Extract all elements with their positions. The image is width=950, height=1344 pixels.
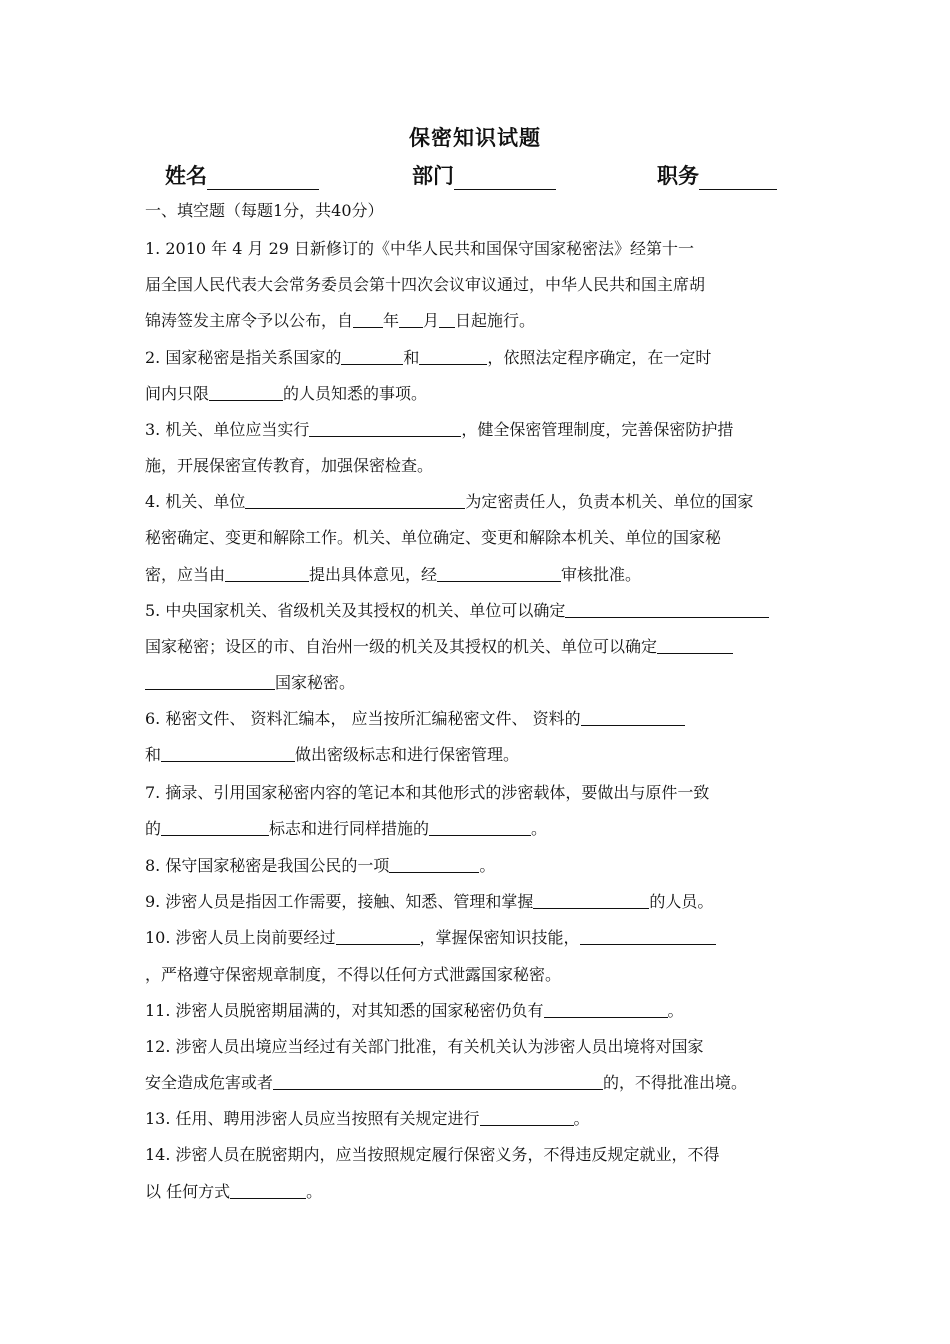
- answer-blank[interactable]: [209, 384, 283, 401]
- question-6-line-2: [145, 742, 519, 765]
- answer-blank[interactable]: [145, 673, 275, 690]
- text-segment: 。: [479, 856, 496, 875]
- answer-blank[interactable]: [389, 856, 479, 873]
- page-title: 保密知识试题: [409, 125, 541, 150]
- text-segment: 密，应当由: [145, 565, 226, 584]
- text-segment: 的: [145, 819, 162, 838]
- text-segment: 4. 机关、单位: [145, 492, 246, 511]
- answer-blank[interactable]: [580, 928, 716, 945]
- text-segment: 2. 国家秘密是指关系国家的: [145, 348, 342, 367]
- answer-blank[interactable]: [225, 565, 309, 582]
- name-blank[interactable]: [207, 169, 319, 190]
- question-7-line-2: [145, 816, 547, 839]
- question-7-line-1: 7. 摘录、引用国家秘密内容的笔记本和其他形式的涉密载体，要做出与原件一致: [145, 783, 710, 802]
- question-3-line-1: [145, 417, 733, 440]
- question-6-line-1: [145, 706, 685, 729]
- text-segment: 8. 保守国家秘密是我国公民的一项: [145, 856, 390, 875]
- answer-blank[interactable]: [309, 420, 461, 437]
- text-segment: ，掌握保密知识技能，: [419, 928, 580, 947]
- text-segment: 5. 中央国家机关、省级机关及其授权的机关、单位可以确定: [145, 601, 566, 620]
- question-10-line-1: [145, 925, 716, 948]
- answer-blank[interactable]: [245, 492, 465, 509]
- answer-blank[interactable]: [161, 745, 295, 762]
- text-segment: 和: [145, 745, 162, 764]
- position-label: 职务: [657, 163, 699, 188]
- question-5-line-2: [145, 634, 733, 657]
- text-segment: 9. 涉密人员是指因工作需要，接触、知悉、管理和掌握: [145, 892, 534, 911]
- answer-blank[interactable]: [161, 819, 269, 836]
- text-segment: 间内只限: [145, 384, 210, 403]
- question-5-line-1: [145, 598, 769, 621]
- text-segment: 3. 机关、单位应当实行: [145, 420, 310, 439]
- question-14-line-1: 14. 涉密人员在脱密期内，应当按照规定履行保密义务，不得违反规定就业，不得: [145, 1145, 720, 1164]
- answer-blank[interactable]: [429, 819, 531, 836]
- text-segment: 和: [403, 348, 420, 367]
- text-segment: 的人员。: [649, 892, 714, 911]
- question-9: [145, 889, 713, 912]
- question-1-line-1: 1. 2010 年 4 月 29 日新修订的《中华人民共和国保守国家秘密法》经第十一: [145, 239, 695, 258]
- question-3-line-2: 施，开展保密宣传教育，加强保密检查。: [145, 456, 434, 475]
- text-segment: 标志和进行同样措施的: [269, 819, 430, 838]
- answer-blank[interactable]: [336, 928, 420, 945]
- answer-blank[interactable]: [341, 348, 403, 365]
- name-field: [165, 160, 319, 190]
- text-segment: 日起施行。: [455, 311, 536, 330]
- text-segment: 以 任何方式: [145, 1182, 231, 1201]
- text-segment: 。: [667, 1001, 684, 1020]
- answer-blank[interactable]: [565, 601, 769, 618]
- question-2-line-1: [145, 345, 711, 368]
- section-heading: 一、填空题（每题1分，共40分）: [145, 201, 384, 220]
- text-segment: 。: [573, 1109, 590, 1128]
- question-1-line-3: [145, 308, 535, 331]
- text-segment: 6. 秘密文件、 资料汇编本， 应当按所汇编秘密文件、 资料的: [145, 709, 581, 728]
- answer-blank[interactable]: [437, 565, 561, 582]
- answer-blank[interactable]: [544, 1001, 668, 1018]
- text-segment: 。: [306, 1182, 323, 1201]
- text-segment: 国家秘密。: [275, 673, 356, 692]
- question-14-line-2: [145, 1179, 322, 1202]
- text-segment: 11. 涉密人员脱密期届满的，对其知悉的国家秘密仍负有: [145, 1001, 544, 1020]
- text-segment: ，依照法定程序确定，在一定时: [487, 348, 712, 367]
- answer-blank[interactable]: [353, 311, 383, 328]
- question-1-line-2: 届全国人民代表大会常务委员会第十四次会议审议通过，中华人民共和国主席胡: [145, 275, 706, 294]
- text-segment: 国家秘密；设区的市、自治州一级的机关及其授权的机关、单位可以确定: [145, 637, 658, 656]
- question-5-line-3: [145, 670, 355, 693]
- answer-blank[interactable]: [657, 637, 733, 654]
- text-segment: 月: [423, 311, 440, 330]
- name-label: 姓名: [165, 163, 207, 188]
- text-segment: 。: [531, 819, 548, 838]
- dept-blank[interactable]: [454, 169, 556, 190]
- question-10-line-2: ，严格遵守保密规章制度，不得以任何方式泄露国家秘密。: [145, 965, 562, 984]
- answer-blank[interactable]: [230, 1182, 306, 1199]
- dept-label: 部门: [412, 163, 454, 188]
- question-4-line-2: 秘密确定、变更和解除工作。机关、单位确定、变更和解除本机关、单位的国家秘: [145, 528, 722, 547]
- question-8: [145, 853, 495, 876]
- answer-blank[interactable]: [581, 709, 685, 726]
- text-segment: 安全造成危害或者: [145, 1073, 274, 1092]
- answer-blank[interactable]: [419, 348, 487, 365]
- question-11: [145, 998, 684, 1021]
- text-segment: 做出密级标志和进行保密管理。: [295, 745, 520, 764]
- question-4-line-1: [145, 489, 753, 512]
- text-segment: 提出具体意见，经: [309, 565, 438, 584]
- text-segment: 年: [383, 311, 400, 330]
- answer-blank[interactable]: [533, 892, 649, 909]
- answer-blank[interactable]: [480, 1109, 574, 1126]
- text-segment: ，健全保密管理制度，完善保密防护措: [461, 420, 734, 439]
- answer-blank[interactable]: [439, 311, 455, 328]
- question-13: [145, 1106, 590, 1129]
- question-4-line-3: [145, 562, 641, 585]
- question-12-line-2: [145, 1070, 747, 1093]
- position-blank[interactable]: [699, 169, 777, 190]
- text-segment: 的，不得批准出境。: [603, 1073, 748, 1092]
- dept-field: [412, 160, 556, 190]
- text-segment: 锦涛签发主席令予以公布，自: [145, 311, 354, 330]
- answer-blank[interactable]: [273, 1073, 603, 1090]
- position-field: [657, 160, 777, 190]
- question-2-line-2: [145, 381, 427, 404]
- answer-blank[interactable]: [399, 311, 423, 328]
- text-segment: 为定密责任人，负责本机关、单位的国家: [465, 492, 754, 511]
- text-segment: 10. 涉密人员上岗前要经过: [145, 928, 336, 947]
- text-segment: 审核批准。: [561, 565, 642, 584]
- question-12-line-1: 12. 涉密人员出境应当经过有关部门批准，有关机关认为涉密人员出境将对国家: [145, 1037, 704, 1056]
- text-segment: 13. 任用、聘用涉密人员应当按照有关规定进行: [145, 1109, 480, 1128]
- text-segment: 的人员知悉的事项。: [283, 384, 428, 403]
